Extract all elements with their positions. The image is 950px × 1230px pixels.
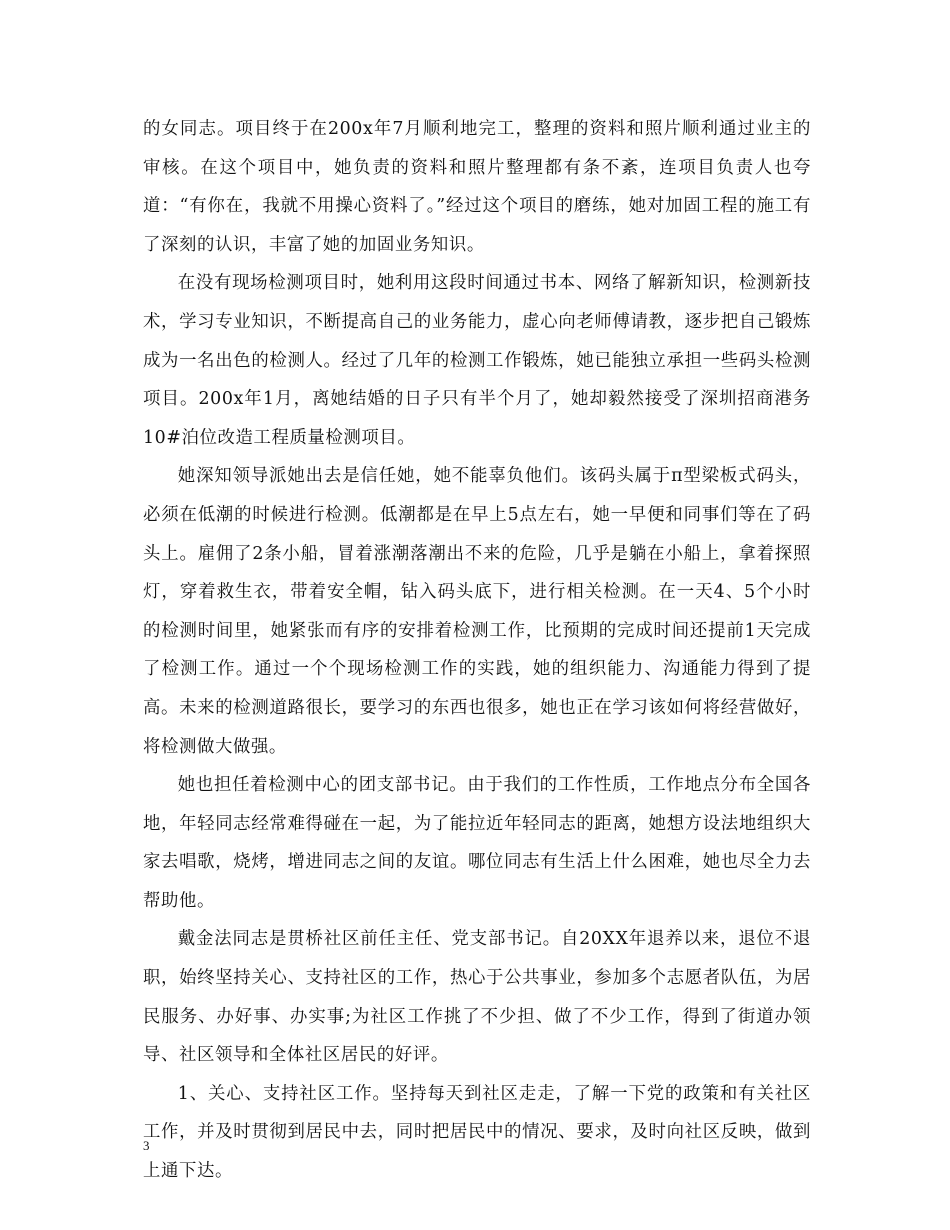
- paragraph-1: 的女同志。项目终于在200x年7月顺利地完工，整理的资料和照片顺利通过业主的审核。在这个项目中，她负责的资料和照片整理都有条不紊，连项目负责人也夸道：“有你在，我就不用操心资料了。”经过这个项目的磨练，她对加固工程的施工有了深刻的认识，丰富了她的加固业务知识。: [143, 119, 811, 255]
- document-body: [143, 110, 811, 1191]
- paragraph-4: 她也担任着检测中心的团支部书记。由于我们的工作性质，工作地点分布全国各地，年轻同志经常难得碰在一起，为了能拉近年轻同志的距离，她想方设法地组织大家去唱歌，烧烤，增进同志之间的友谊。哪位同志有生活上什么困难，她也尽全力去帮助他。: [143, 775, 811, 911]
- page-number: 3: [143, 1138, 150, 1153]
- paragraph-6: 1、关心、支持社区工作。坚持每天到社区走走，了解一下党的政策和有关社区工作，并及时贯彻到居民中去，同时把居民中的情况、要求，及时向社区反映，做到上通下达。: [143, 1083, 811, 1182]
- paragraph-2: 在没有现场检测项目时，她利用这段时间通过书本、网络了解新知识，检测新技术，学习专业知识，不断提高自己的业务能力，虚心向老师傅请教，逐步把自己锻炼成为一名出色的检测人。经过了几年的检测工作锻炼，她已能独立承担一些码头检测项目。200x年1月，离她结婚的日子只有半个月了，她却毅然接受了深圳招商港务10#泊位改造工程质量检测项目。: [143, 273, 811, 448]
- paragraph-5: 戴金法同志是贯桥社区前任主任、党支部书记。自20XX年退养以来，退位不退职，始终坚持关心、支持社区的工作，热心于公共事业，参加多个志愿者队伍，为居民服务、办好事、办实事;为社区工作挑了不少担、做了不少工作，得到了街道办领导、社区领导和全体社区居民的好评。: [143, 929, 811, 1066]
- paragraph-3: 她深知领导派她出去是信任她，她不能辜负他们。该码头属于π型梁板式码头，必须在低潮的时候进行检测。低潮都是在早上5点左右，她一早便和同事们等在了码头上。雇佣了2条小船，冒着涨潮落潮出不来的危险，几乎是躺在小船上，拿着探照灯，穿着救生衣，带着安全帽，钻入码头底下，进行相关检测。在一天4、5个小时的检测时间里，她紧张而有序的安排着检测工作，比预期的完成时间还提前1天完成了检测工作。通过一个个现场检测工作的实践，她的组织能力、沟通能力得到了提高。未来的检测道路很长，要学习的东西也很多，她也正在学习该如何将经营做好，将检测做大做强。: [143, 466, 811, 757]
